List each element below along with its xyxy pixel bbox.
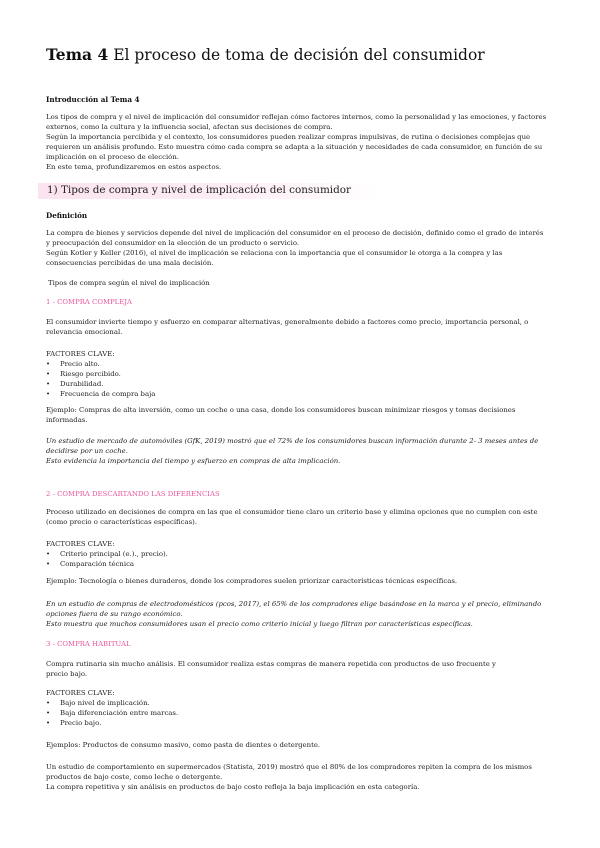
text-line: Esto muestra que muchos consumidores usan el precio como criterio inicial y luego filtran por características específicas. xyxy=(46,619,473,628)
text-line: implicación en el proceso de elección. xyxy=(46,152,179,161)
list-item: • Frecuencia de compra baja xyxy=(46,390,560,400)
compra-descartando-desc xyxy=(46,508,560,528)
list-item: • Riesgo percibido. xyxy=(46,370,560,380)
text-line: Un estudio de comportamiento en supermercados (Statista, 2019) mostró que el 80% de los compradores repiten la compra de los mismos xyxy=(46,763,532,771)
compra-habitual-factors xyxy=(46,689,560,729)
text-line: La compra repetitiva y sin análisis en productos de bajo costo refleja la baja implicación en esta categoría. xyxy=(46,782,420,791)
topic-number: Tema 4 xyxy=(46,45,109,64)
text-line: Ejemplo: Compras de alta inversión, como un coche o una casa, donde los consumidores buscan minimizar riesgos y tomas decisiones xyxy=(46,406,516,414)
text-line: requieren un análisis profundo. Esto muestra cómo cada compra se adapta a la situación y necesidades de cada consumidor, en función de su xyxy=(46,142,543,151)
compra-habitual-heading: 3 - COMPRA HABITUAL xyxy=(46,640,131,648)
compra-compleja-factors xyxy=(46,350,560,400)
section-1-title: 1) Tipos de compra y nivel de implicación del consumidor xyxy=(47,184,351,196)
list-item: • Bajo nivel de implicación. xyxy=(46,699,560,709)
compra-compleja-heading: 1 - COMPRA COMPLEJA xyxy=(46,298,133,306)
list-item: • Comparación técnica xyxy=(46,560,560,570)
intro-heading: Introducción al Tema 4 xyxy=(46,95,140,104)
text-line: Ejemplos: Productos de consumo masivo, como pasta de dientes o detergente. xyxy=(46,741,321,749)
factors-label: FACTORES CLAVE: xyxy=(46,540,115,548)
text-line: Tipos de compra según el nivel de implicación xyxy=(48,279,210,287)
text-line: Los tipos de compra y el nivel de implicación del consumidor reflejan cómo factores internos, como la personalidad y las emociones, y factores xyxy=(46,113,547,121)
list-item: • Criterio principal (e.)., precio). xyxy=(46,550,560,560)
intro-paragraph xyxy=(46,113,560,172)
compra-compleja-study xyxy=(46,437,560,467)
text-line: externos, como la cultura y la influencia social, afectan sus decisiones de compra. xyxy=(46,122,333,131)
compra-habitual-example xyxy=(46,741,560,751)
list-item: • Precio alto. xyxy=(46,360,560,370)
text-line: decidirse por un coche. xyxy=(46,446,128,455)
text-line: y preocupación del consumidor en la elección de un producto o servicio. xyxy=(46,238,300,247)
text-line: informadas. xyxy=(46,415,88,424)
types-subtitle xyxy=(48,279,560,289)
text-line: precio bajo. xyxy=(46,669,88,678)
compra-descartando-study xyxy=(46,600,560,630)
list-item: • Baja diferenciación entre marcas. xyxy=(46,709,560,719)
text-line: La compra de bienes y servicios depende del nivel de implicación del consumidor en el proceso de decisión, definido como el grado de interés xyxy=(46,229,544,237)
text-line: relevancia emocional. xyxy=(46,327,123,336)
text-line: Esto evidencia la importancia del tiempo y esfuerzo en compras de alta implicación. xyxy=(46,456,341,465)
page-title xyxy=(46,45,560,64)
topic-title: El proceso de toma de decisión del consumidor xyxy=(113,46,485,64)
text-line: En este tema, profundizaremos en estos aspectos. xyxy=(46,162,222,171)
text-line: En un estudio de compras de electrodomésticos (pcos, 2017), el 65% de los compradores elige basándose en la marca y el precio, eliminando xyxy=(46,600,542,608)
text-line: consecuencias percibidas de una mala decisión. xyxy=(46,258,214,267)
compra-compleja-desc xyxy=(46,318,560,338)
text-line: opciones fuera de su rango económico. xyxy=(46,609,183,618)
factors-label: FACTORES CLAVE: xyxy=(46,689,115,697)
compra-habitual-study xyxy=(46,763,560,793)
text-line: Un estudio de mercado de automóviles (GfK, 2019) mostró que el 72% de los consumidores buscan información durante 2- 3 meses antes de xyxy=(46,437,539,445)
compra-descartando-heading: 2 - COMPRA DESCARTANDO LAS DIFERENCIAS xyxy=(46,490,220,498)
compra-habitual-desc xyxy=(46,660,560,680)
compra-descartando-factors xyxy=(46,540,560,570)
definition-heading: Definición xyxy=(46,211,88,220)
text-line: Proceso utilizado en decisiones de compra en las que el consumidor tiene claro un criterio base y elimina opciones que no cumplen con este xyxy=(46,508,538,516)
text-line: Compra rutinaria sin mucho análisis. El consumidor realiza estas compras de manera repetida con productos de uso frecuente y xyxy=(46,660,496,668)
text-line: Ejemplo: Tecnología o bienes duraderos, donde los compradores suelen priorizar características técnicas específicas. xyxy=(46,577,458,585)
list-item: • Durabilidad. xyxy=(46,380,560,390)
text-line: El consumidor invierte tiempo y esfuerzo en comparar alternativas, generalmente debido a factores como precio, importancia personal, o xyxy=(46,318,529,326)
compra-compleja-example xyxy=(46,406,560,426)
definition-paragraph xyxy=(46,229,560,269)
text-line: productos de bajo coste, como leche o detergente. xyxy=(46,772,223,781)
list-item: • Precio bajo. xyxy=(46,719,560,729)
factors-label: FACTORES CLAVE: xyxy=(46,350,115,358)
text-line: Según la importancia percibida y el contexto, los consumidores pueden realizar compras impulsivas, de rutina o decisiones complejas que xyxy=(46,132,531,141)
compra-descartando-example xyxy=(46,577,560,587)
text-line: (como precio o características específicas). xyxy=(46,517,198,526)
text-line: Según Kotler y Keller (2016), el nivel de implicación se relaciona con la importancia que el consumidor le otorga a la compra y las xyxy=(46,248,503,257)
